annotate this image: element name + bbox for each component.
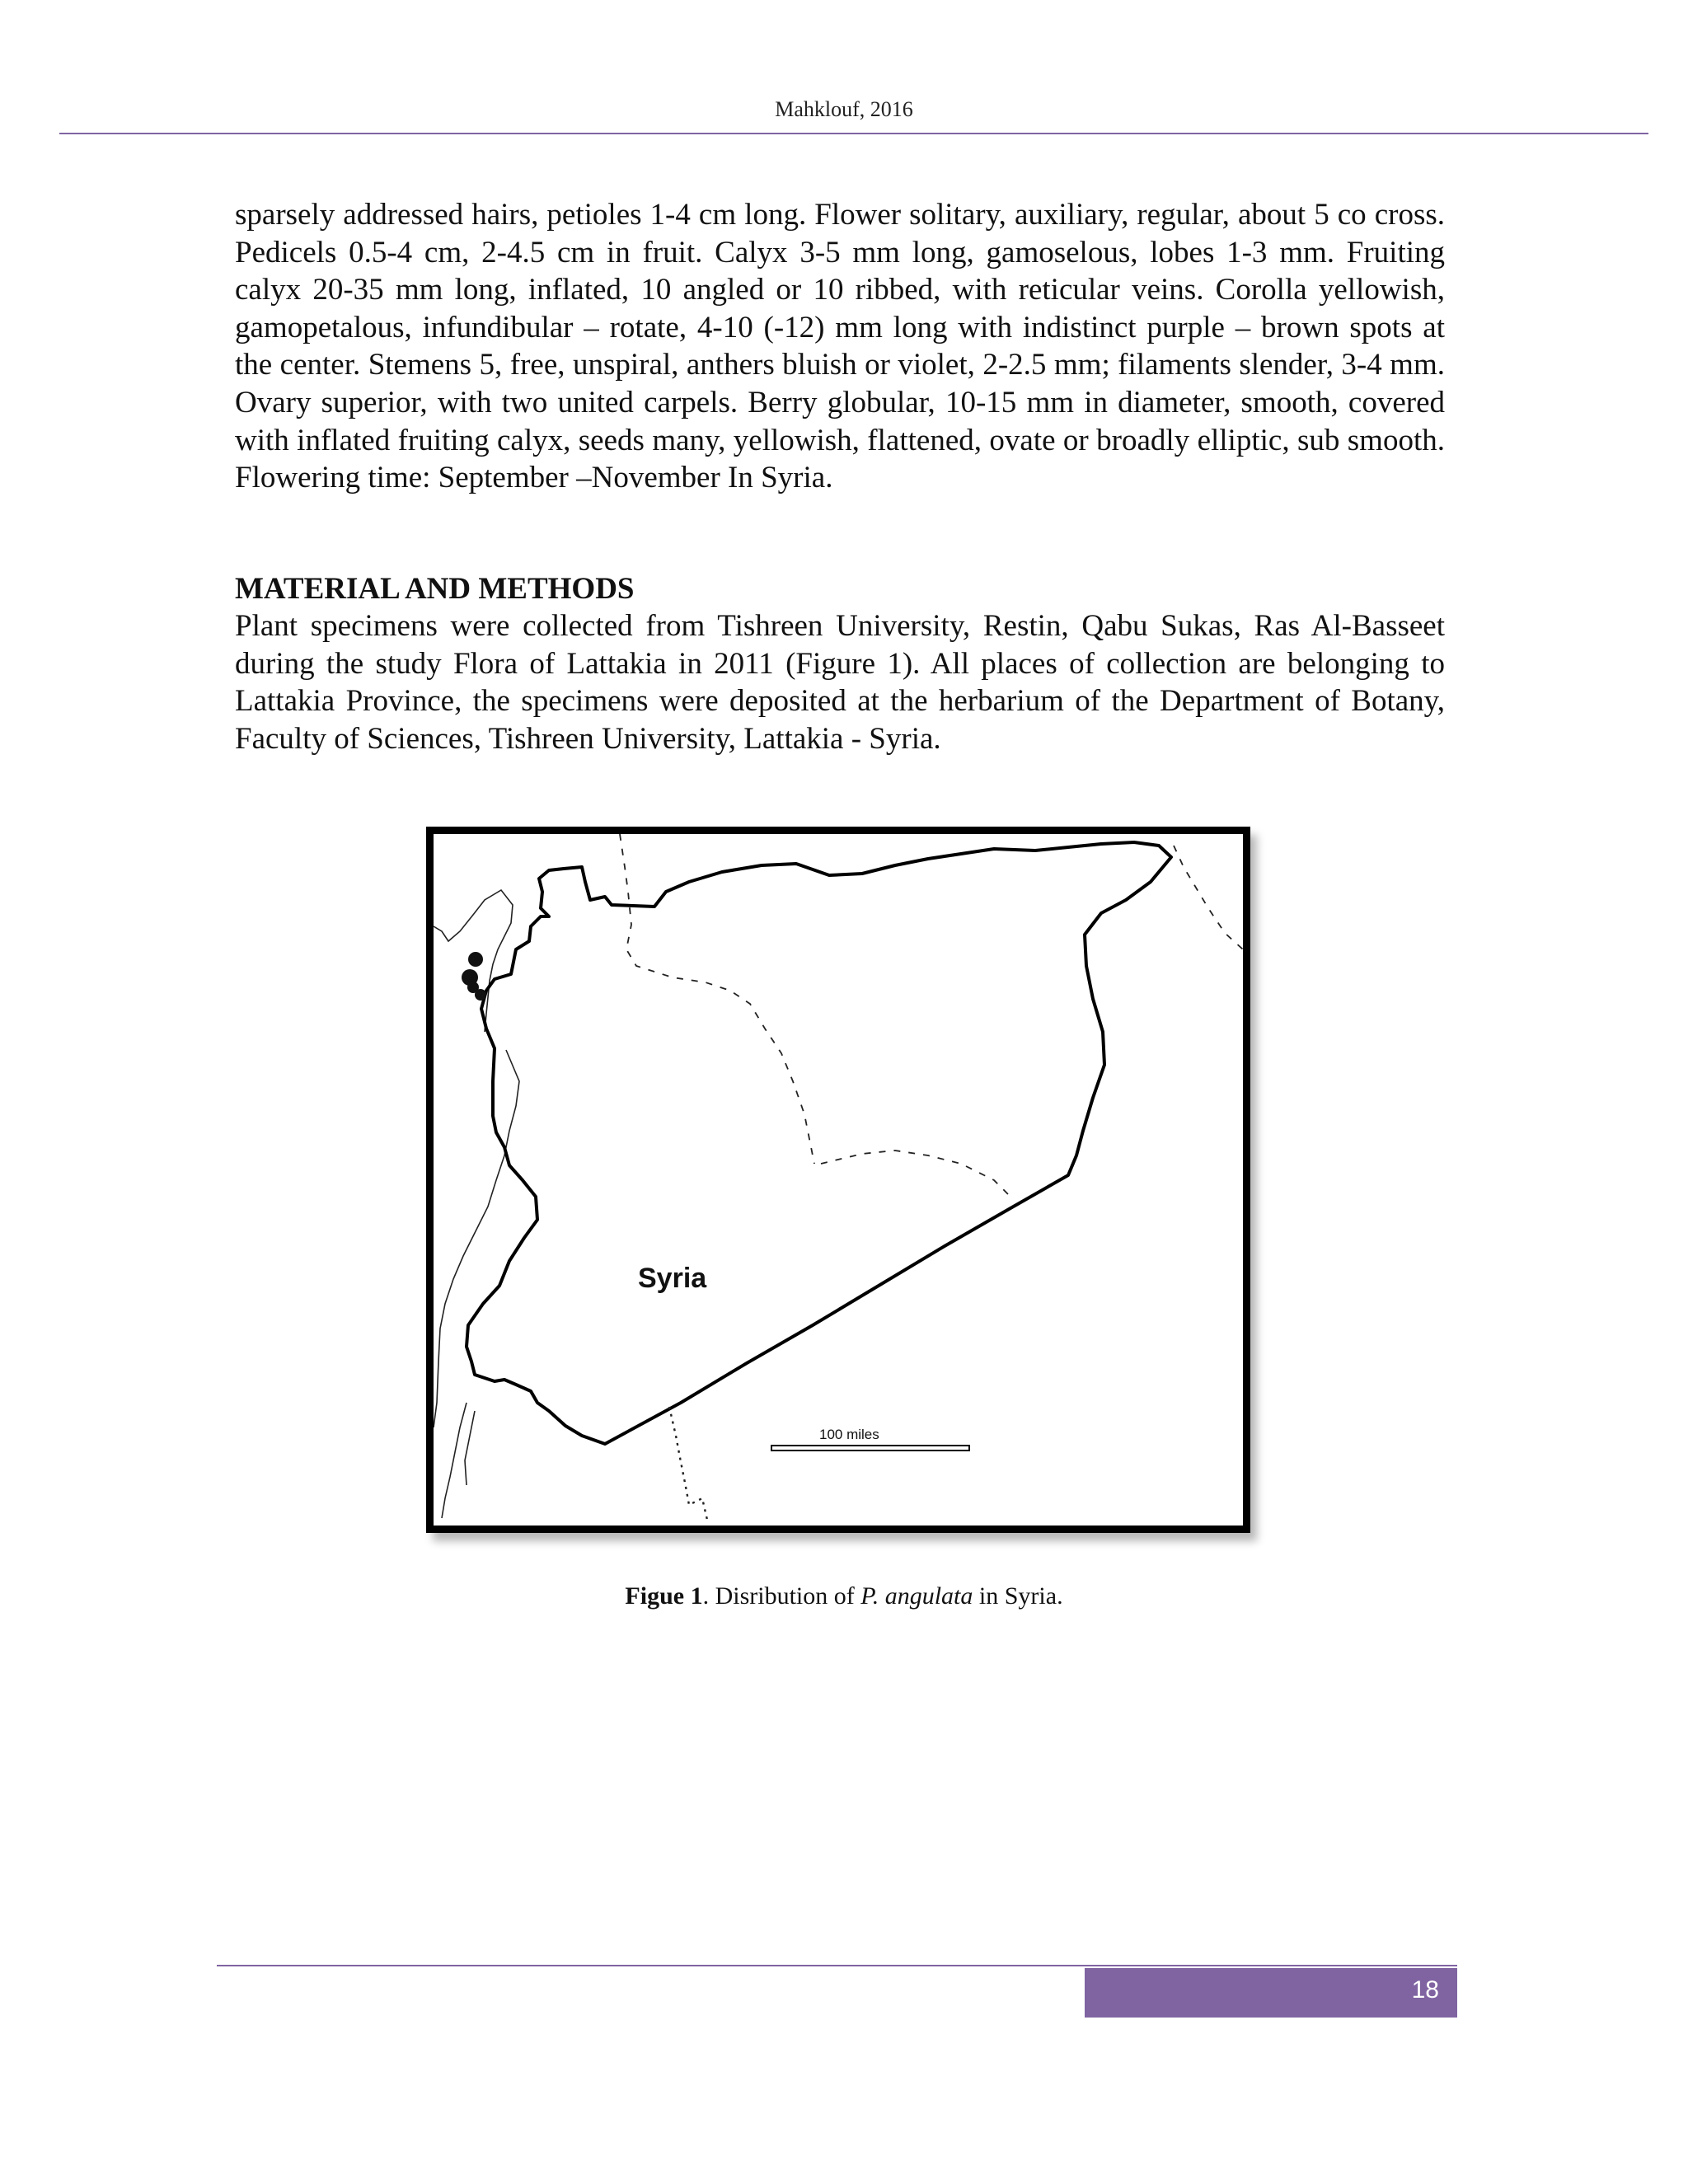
jordan-dotted-border <box>669 1407 707 1520</box>
lebanon-border <box>434 1050 519 1427</box>
scale-bar <box>771 1446 969 1451</box>
distribution-map-figure <box>426 827 1250 1533</box>
turkey-iraq-dashed-border <box>620 834 814 1164</box>
map-country-label: Syria <box>638 1263 707 1294</box>
running-head: Mahklouf, 2016 <box>775 97 913 121</box>
footer-rule <box>217 1965 1457 1966</box>
header-rule <box>59 133 1648 134</box>
figure-caption <box>0 1582 1688 1610</box>
page-number-box <box>1085 1968 1457 2018</box>
figure-caption-species: P. angulata <box>860 1582 973 1610</box>
syria-border <box>467 842 1171 1444</box>
section-heading: MATERIAL AND METHODS <box>235 572 635 606</box>
methods-paragraph: Plant specimens were collected from Tishreen University, Restin, Qabu Sukas, Ras Al-Basseet during the study Flora of Lattakia in 2011 (Figure 1). All places of collection are belonging to Lattakia Province, the specimens were deposited at the herbarium of the Department of Botany, Faculty of Sciences, Tishreen University, Lattakia - Syria. <box>235 609 1445 756</box>
collection-site-marker <box>468 952 483 967</box>
figure-caption-label: Figue 1 <box>625 1582 703 1610</box>
figure-caption-text-1: . Disribution of <box>702 1582 861 1610</box>
figure-caption-text-2: in Syria. <box>973 1582 1063 1610</box>
scale-bar-label: 100 miles <box>819 1427 879 1442</box>
syria-map <box>434 834 1243 1526</box>
description-paragraph: sparsely addressed hairs, petioles 1-4 cm long. Flower solitary, auxiliary, regular, about 5 co cross. Pedicels 0.5-4 cm, 2-4.5 cm in fruit. Calyx 3-5 mm long, gamoselous, lobes 1-3 mm. Fruiting calyx 20-35 mm long, inflated, 10 angled or 10 ribbed, with reticular veins. Corolla yellowish, gamopetalous, infundibular – rotate, 4-10 (-12) mm long with indistinct purple – brown spots at the center. Stemens 5, free, unspiral, anthers bluish or violet, 2-2.5 mm; filaments slender, 3-4 mm. Ovary superior, with two united carpels. Berry globular, 10-15 mm in diameter, smooth, covered with inflated fruiting calyx, seeds many, yellowish, flattened, ovate or broadly elliptic, sub smooth. Flowering time: September –November In Syria. <box>235 198 1445 495</box>
israel-jordan-border <box>442 1403 467 1518</box>
iraq-dashed-border <box>821 1151 1010 1197</box>
page-number: 18 <box>1411 1976 1439 2004</box>
turkey-east-dashed-border <box>1174 846 1243 949</box>
collection-site-marker <box>475 989 486 1001</box>
lebanon-inner-border <box>465 1411 475 1485</box>
